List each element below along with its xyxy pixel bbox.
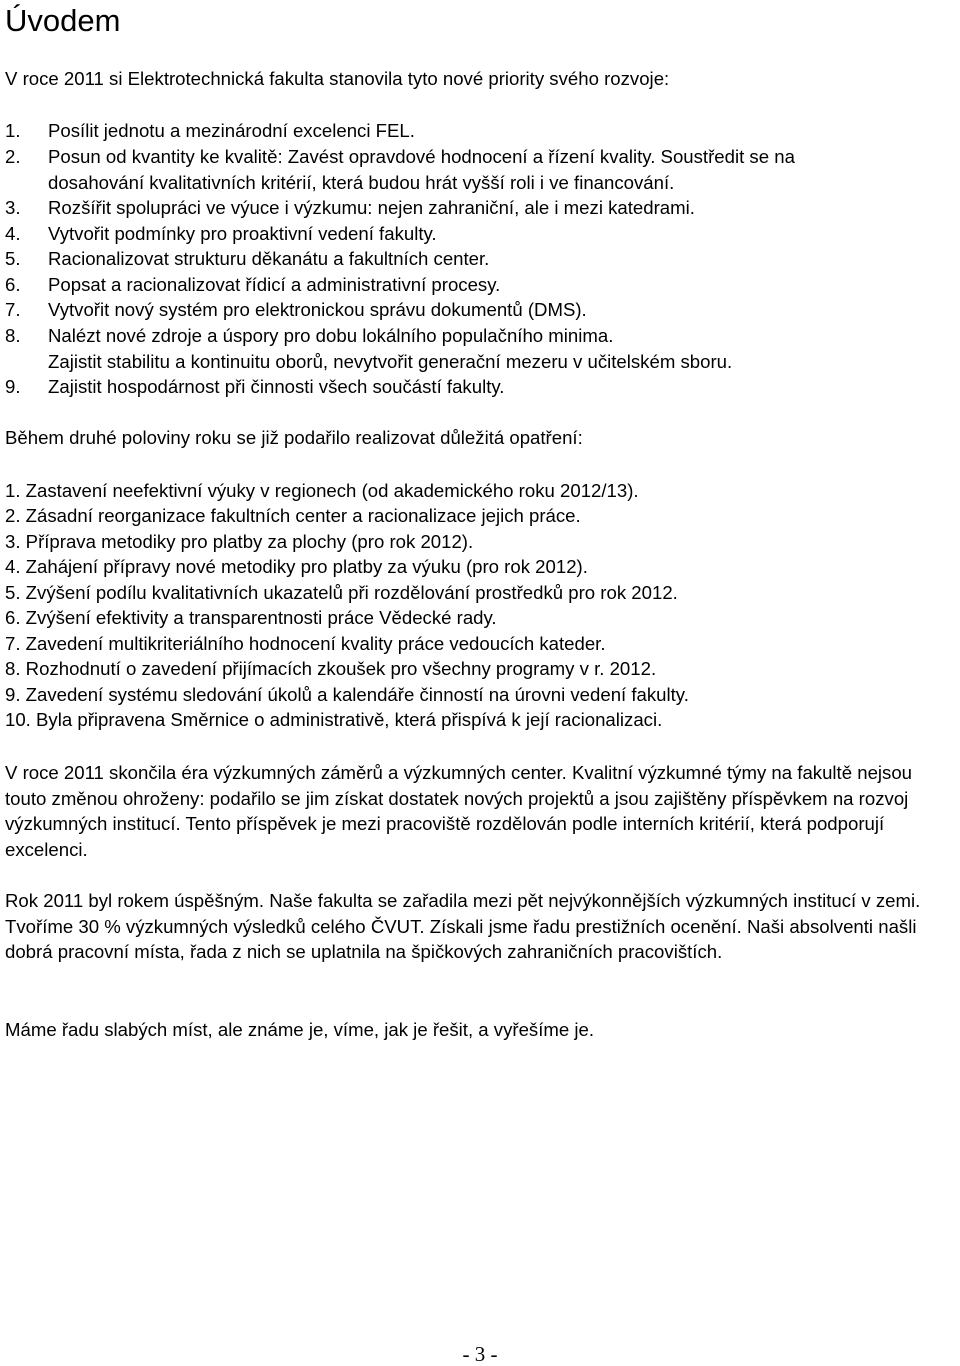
success-paragraph: Rok 2011 byl rokem úspěšným. Naše fakulta se zařadila mezi pět nejvýkonnějších výzkumných institucí v zemi. Tvoříme 30 % výzkumných výsledků celého ČVUT. Získali jsme řadu prestižních ocenění. Naši absolventi našli dobrá pracovní místa, řada z nich se uplatnila na špičkových zahraničních pracovištích. — [5, 890, 921, 962]
list-item: 9. Zavedení systému sledování úkolů a kalendáře činností na úrovni vedení fakulty. — [5, 684, 689, 705]
list-item: 1. Zastavení neefektivní výuky v regionech (od akademického roku 2012/13). — [5, 480, 639, 501]
list-item-text: Rozšířit spolupráci ve výuce i výzkumu: nejen zahraniční, ale i mezi katedrami. — [48, 197, 695, 218]
list-item-text: Nalézt nové zdroje a úspory pro dobu lokálního populačního minima. — [48, 325, 614, 346]
list-item-text: Posun od kvantity ke kvalitě: Zavést opravdové hodnocení a řízení kvality. Soustředit se na — [48, 146, 795, 167]
list-item — [5, 323, 955, 374]
list-item — [5, 144, 955, 195]
list-item-number: 6. — [5, 274, 21, 295]
list-item-text: Racionalizovat strukturu děkanátu a fakultních center. — [48, 248, 490, 269]
list-item-number: 4. — [5, 223, 21, 244]
list-item: 3. Příprava metodiky pro platby za plochy (pro rok 2012). — [5, 531, 474, 552]
list-item — [5, 118, 955, 144]
list-item-number: 1. — [5, 120, 21, 141]
list-item: 2. Zásadní reorganizace fakultních center a racionalizace jejich práce. — [5, 505, 581, 526]
list-item — [5, 221, 955, 247]
list-item-text: Zajistit hospodárnost při činnosti všech součástí fakulty. — [48, 376, 505, 397]
achievements-intro-text: Během druhé poloviny roku se již podařilo realizovat důležitá opatření: — [5, 427, 583, 448]
list-item: 4. Zahájení přípravy nové metodiky pro platby za výuku (pro rok 2012). — [5, 556, 588, 577]
research-paragraph: V roce 2011 skončila éra výzkumných záměrů a výzkumných center. Kvalitní výzkumné týmy na fakultě nejsou touto změnou ohroženy: podařilo se jim získat dostatek nových projektů a jsou zajištěny příspěvkem na rozvoj výzkumných institucí. Tento příspěvek je mezi pracoviště rozdělován podle interních kritérií, která podporují excelenci. — [5, 762, 913, 860]
list-item — [5, 246, 955, 272]
intro-text: V roce 2011 si Elektrotechnická fakulta stanovila tyto nové priority svého rozvoje: — [5, 68, 670, 89]
list-item-text: Vytvořit nový systém pro elektronickou správu dokumentů (DMS). — [48, 299, 587, 320]
list-item: 5. Zvýšení podílu kvalitativních ukazatelů při rozdělování prostředků pro rok 2012. — [5, 582, 678, 603]
list-item-continuation: Zajistit stabilitu a kontinuitu oborů, nevytvořit generační mezeru v učitelském sboru. — [48, 350, 733, 372]
list-item — [5, 374, 955, 400]
list-item-text: Vytvořit podmínky pro proaktivní vedení fakulty. — [48, 223, 437, 244]
weaknesses-paragraph: Máme řadu slabých míst, ale známe je, víme, jak je řešit, a vyřešíme je. — [5, 1019, 595, 1040]
page-title: Úvodem — [5, 3, 121, 38]
list-item-number: 3. — [5, 197, 21, 218]
list-item: 6. Zvýšení efektivity a transparentnosti práce Vědecké rady. — [5, 607, 497, 628]
list-item: 8. Rozhodnutí o zavedení přijímacích zkoušek pro všechny programy v r. 2012. — [5, 658, 657, 679]
list-item-text: Popsat a racionalizovat řídicí a administrativní procesy. — [48, 274, 501, 295]
list-item — [5, 272, 955, 298]
list-item-number: 5. — [5, 248, 21, 269]
list-item — [5, 297, 955, 323]
list-item-number: 2. — [5, 146, 21, 167]
list-item-number: 7. — [5, 299, 21, 320]
list-item: 10. Byla připravena Směrnice o administrativě, která přispívá k její racionalizaci. — [5, 709, 663, 730]
list-item-number: 9. — [5, 376, 21, 397]
list-item — [5, 195, 955, 221]
list-item-continuation: dosahování kvalitativních kritérií, která budou hrát vyšší roli i ve financování. — [48, 171, 675, 193]
list-item-number: 8. — [5, 325, 21, 346]
list-item: 7. Zavedení multikriteriálního hodnocení kvality práce vedoucích kateder. — [5, 633, 606, 654]
list-item-text: Posílit jednotu a mezinárodní excelenci FEL. — [48, 120, 415, 141]
page-number: - 3 - — [462, 1342, 498, 1366]
